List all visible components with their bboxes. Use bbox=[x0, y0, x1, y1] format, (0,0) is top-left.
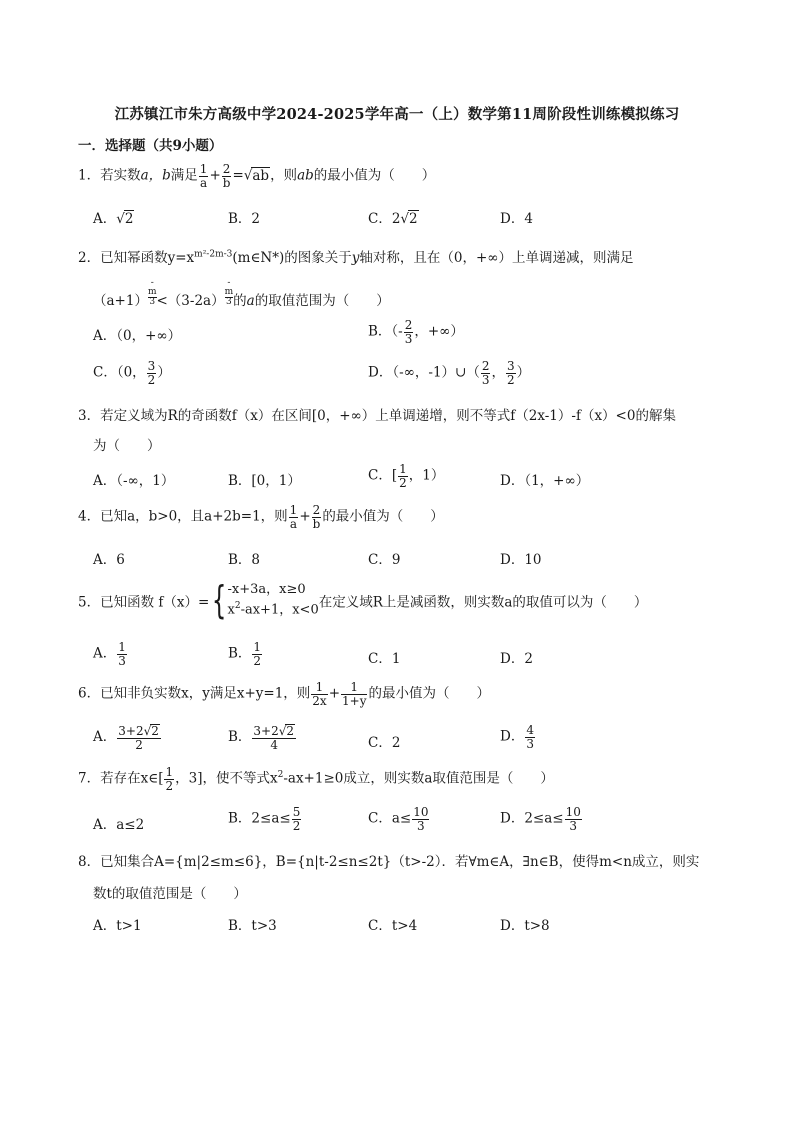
q4-option-c[interactable]: C．9 bbox=[368, 552, 401, 568]
q6-option-d[interactable]: D． $\frac{4}{3}$ bbox=[500, 723, 534, 751]
q1-option-b[interactable]: B．2 bbox=[228, 211, 261, 227]
question-5: 5．已知函数 f（x）={-x+3a，x≥0 $x^2-ax+1$，x<0在定义域R上是减函数，则实数a的取值可以为（ ） bbox=[78, 578, 648, 623]
q6-option-c[interactable]: C．2 bbox=[368, 735, 401, 751]
q3-option-d[interactable]: D．（1，+∞） bbox=[500, 473, 590, 489]
q1-text: 1．若实数 bbox=[78, 167, 141, 184]
q3-option-a[interactable]: A．（-∞，1） bbox=[93, 473, 175, 489]
q7-option-c[interactable]: C．a≤ $\frac{10}{3}$ bbox=[368, 805, 429, 833]
piecewise-cases: -x+3a，x≥0 $x^2-ax+1$，x<0 bbox=[227, 582, 319, 618]
q5-option-b[interactable]: B． $\frac{1}{2}$ bbox=[228, 640, 262, 668]
section-heading: 一．选择题（共9小题） bbox=[78, 138, 223, 154]
question-2-line-1: 2．已知幂函数$y=x^{m^2-2m-3}(m\in N*)$的图象关于y轴对称，且在（0，+∞）上单调递减，则满足 bbox=[78, 249, 634, 266]
q8-option-a[interactable]: A．t>1 bbox=[93, 918, 142, 934]
q5-option-c[interactable]: C．1 bbox=[368, 651, 401, 667]
question-7: 7．若存在x∈[ $\frac{1}{2}$ ，3]，使不等式$x^2-ax+1\ge 0$成立，则实数a取值范围是（ ） bbox=[78, 765, 554, 793]
question-2-line-2: （a+1） - m 3 <（3-2a） - m 3 的a的取值范围为（ ） bbox=[93, 278, 390, 309]
fraction-1-over-a: $\frac{1}{a}$ bbox=[199, 162, 208, 190]
sqrt-ab: ab bbox=[252, 167, 270, 184]
question-8-line-1: 8．已知集合A={m|2≤m≤6}，B={n|t-2≤n≤2t}（t>-2）．若∀m∈A，∃n∈B，使得m<n成立，则实 bbox=[78, 854, 700, 870]
q8-option-d[interactable]: D．t>8 bbox=[500, 918, 550, 934]
piecewise-brace: { bbox=[212, 578, 227, 623]
exponent-neg-m-over-3: - m 3 bbox=[147, 278, 157, 307]
q1-option-d[interactable]: D．4 bbox=[500, 211, 533, 227]
q4-option-b[interactable]: B．8 bbox=[228, 552, 261, 568]
q1-text-mid: 满足 bbox=[170, 167, 198, 184]
q2-option-c[interactable]: C．（0， $\frac{3}{2}$ ） bbox=[93, 359, 171, 387]
question-3-line-1: 3．若定义域为R的奇函数f（x）在区间[0，+∞）上单调递增，则不等式f（2x-1）-f（x）<0的解集 bbox=[78, 408, 676, 424]
q8-option-b[interactable]: B．t>3 bbox=[228, 918, 277, 934]
question-1: 1．若实数a，b满足 $\frac{1}{a}$ + $\frac{2}{b}$ =√ab，则ab的最小值为（ ） bbox=[78, 162, 436, 190]
q4-option-d[interactable]: D．10 bbox=[500, 552, 542, 568]
question-6: 6．已知非负实数x，y满足x+y=1，则 $\frac{1}{2x}$ + $\frac{1}{1+y}$ 的最小值为（ ） bbox=[78, 680, 490, 708]
q7-option-d[interactable]: D．2≤a≤ $\frac{10}{3}$ bbox=[500, 805, 581, 833]
q2-option-b[interactable]: B．（- $\frac{2}{3}$ ，+∞） bbox=[368, 318, 464, 346]
q2-option-d[interactable]: D．（-∞，-1）∪（ $\frac{2}{3}$ ， $\frac{3}{2}$ ） bbox=[368, 359, 531, 387]
q7-option-b[interactable]: B．2≤a≤ $\frac{5}{2}$ bbox=[228, 805, 301, 833]
q6-option-b[interactable]: B． $\frac{3+2√2}{4}$ bbox=[228, 724, 295, 752]
page-title: 江苏镇江市朱方高级中学2024-2025学年高一（上）数学第11周阶段性训练模拟练习 bbox=[114, 106, 680, 123]
q8-option-c[interactable]: C．t>4 bbox=[368, 918, 418, 934]
q3-option-b[interactable]: B．[0，1） bbox=[228, 473, 301, 489]
question-3-line-2: 为（ ） bbox=[93, 438, 161, 454]
q1-option-a[interactable]: A．√2 bbox=[93, 211, 134, 227]
q5-option-d[interactable]: D．2 bbox=[500, 651, 533, 667]
q7-option-a[interactable]: A．a≤2 bbox=[93, 817, 145, 833]
q1-option-c[interactable]: C．2√2 bbox=[368, 211, 418, 227]
q4-option-a[interactable]: A．6 bbox=[93, 552, 125, 568]
question-8-line-2: 数t的取值范围是（ ） bbox=[93, 886, 247, 902]
q6-option-a[interactable]: A． $\frac{3+2√2}{2}$ bbox=[93, 724, 159, 752]
question-4: 4．已知a，b>0，且a+2b=1，则 $\frac{1}{a}$ + $\frac{2}{b}$ 的最小值为（ ） bbox=[78, 503, 444, 531]
q5-option-a[interactable]: A． $\frac{1}{3}$ bbox=[93, 640, 126, 668]
exponent-neg-m-over-3-b: - m 3 bbox=[224, 278, 234, 307]
q3-option-c[interactable]: C．[ $\frac{1}{2}$ ，1） bbox=[368, 462, 445, 490]
q1-vars: a，b bbox=[140, 167, 171, 184]
fraction-2-over-b: $\frac{2}{b}$ bbox=[222, 162, 231, 190]
q2-option-a[interactable]: A．（0，+∞） bbox=[93, 328, 182, 344]
